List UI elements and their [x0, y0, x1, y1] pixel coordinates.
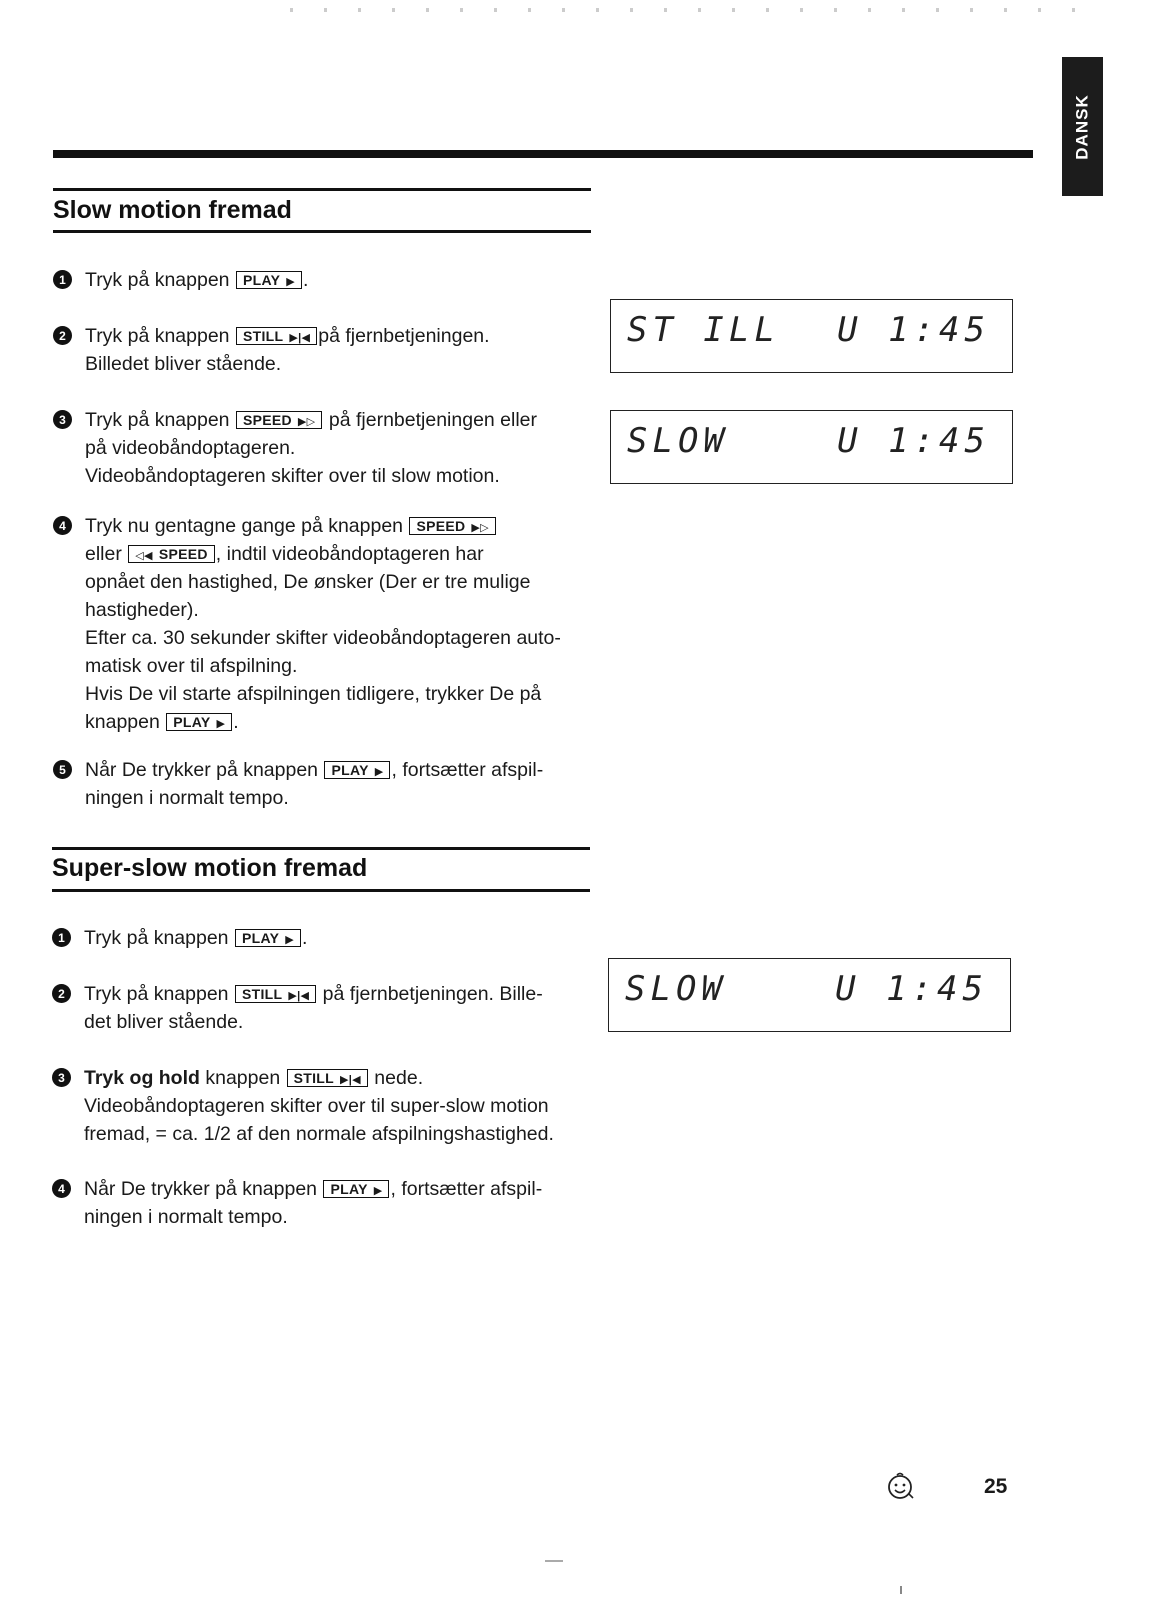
section2-step-4: 4 Når De trykker på knappen PLAY ▶ , fortsætter afspil- ningen i normalt tempo.	[52, 1175, 612, 1231]
section2-title: Super-slow motion fremad	[52, 854, 368, 882]
vcr-display-slow	[610, 410, 1013, 484]
play-key: PLAY ▶	[323, 1180, 389, 1198]
scan-artifact	[290, 8, 1080, 12]
display-mode-text: ST ILL	[627, 310, 780, 350]
still-key: STILL ▶|◀	[235, 985, 316, 1003]
step-number: 2	[53, 326, 72, 345]
top-rule	[53, 150, 1033, 158]
speed-forward-icon: ▶▷	[297, 416, 316, 428]
step-number: 4	[52, 1179, 71, 1198]
scan-artifact	[545, 1560, 563, 1562]
step-number: 1	[53, 270, 72, 289]
still-icon: ▶|◀	[288, 990, 310, 1002]
scan-artifact	[900, 1586, 902, 1594]
section2-rule-bottom	[52, 889, 590, 892]
page-number: 25	[984, 1475, 1008, 1498]
section1-step-5: 5 Når De trykker på knappen PLAY ▶ , fortsætter afspil- ningen i normalt tempo.	[53, 756, 613, 812]
speed-reverse-key: ◁◀ SPEED	[128, 545, 215, 563]
display-counter-text: U 1:45	[837, 421, 990, 461]
section2-step-3: 3 Tryk og hold knappen STILL ▶|◀ nede. Videobåndoptageren skifter over til super-slow motion fremad, = ca. 1/2 af den normale afspilningshastighed.	[52, 1064, 612, 1148]
speed-forward-key: SPEED ▶▷	[236, 411, 323, 429]
speed-reverse-icon: ◁◀	[135, 550, 153, 562]
step-number: 2	[52, 984, 71, 1003]
still-key: STILL ▶|◀	[236, 327, 317, 345]
display-mode-text: SLOW	[625, 969, 727, 1009]
play-key: PLAY ▶	[235, 929, 301, 947]
play-icon: ▶	[373, 1185, 383, 1197]
section1-rule-bottom	[53, 230, 591, 233]
section1-step-4: 4 Tryk nu gentagne gange på knappen SPEED ▶▷ eller ◁◀ SPEED , indtil videobåndoptageren har opnået den hastighed, De ønsker (Der er tre mulige hastigheder). Efter ca. 30 sekunder skifter videobåndoptageren auto- matisk over til afspilning. Hvis De vil starte afspilningen tidligere, trykker De på knappen PLAY ▶ .	[53, 512, 613, 736]
play-key: PLAY ▶	[236, 271, 302, 289]
display-counter-text: U 1:45	[835, 969, 988, 1009]
vcr-display-super-slow	[608, 958, 1011, 1032]
section1-step-1: 1 Tryk på knappen PLAY ▶ .	[53, 266, 613, 294]
play-icon: ▶	[285, 934, 294, 946]
play-icon: ▶	[216, 718, 226, 730]
step-number: 3	[52, 1068, 71, 1087]
play-key: PLAY ▶	[166, 713, 232, 731]
still-icon: ▶|◀	[289, 332, 311, 344]
vcr-display-still	[610, 299, 1013, 373]
section2-step-1: 1 Tryk på knappen PLAY ▶ .	[52, 924, 612, 952]
play-key: PLAY ▶	[324, 761, 390, 779]
still-key: STILL ▶|◀	[287, 1069, 368, 1087]
step-number: 1	[52, 928, 71, 947]
play-icon: ▶	[286, 276, 295, 288]
section1-step-2: 2 Tryk på knappen STILL ▶|◀ på fjernbetjeningen. Billedet bliver stående.	[53, 322, 613, 378]
section1-step-3: 3 Tryk på knappen SPEED ▶▷ på fjernbetjeningen eller på videobåndoptageren. Videobåndoptageren skifter over til slow motion.	[53, 406, 613, 490]
section1-rule-top	[53, 188, 591, 191]
smiley-face-icon	[885, 1470, 915, 1509]
display-counter-text: U 1:45	[837, 310, 990, 350]
display-mode-text: SLOW	[627, 421, 729, 461]
speed-forward-icon: ▶▷	[471, 522, 489, 534]
language-tab-label: DANSK	[1072, 93, 1092, 160]
step-text: Tryk på knappen	[85, 269, 235, 291]
speed-forward-key: SPEED ▶▷	[409, 517, 496, 535]
step-number: 5	[53, 760, 72, 779]
section2-rule-top	[52, 847, 590, 850]
language-tab	[1062, 57, 1103, 196]
step-number: 3	[53, 410, 72, 429]
play-icon: ▶	[374, 766, 384, 778]
still-icon: ▶|◀	[339, 1074, 361, 1086]
section2-step-2: 2 Tryk på knappen STILL ▶|◀ på fjernbetjeningen. Bille- det bliver stående.	[52, 980, 612, 1036]
section1-title: Slow motion fremad	[53, 196, 292, 224]
step-number: 4	[53, 516, 72, 535]
